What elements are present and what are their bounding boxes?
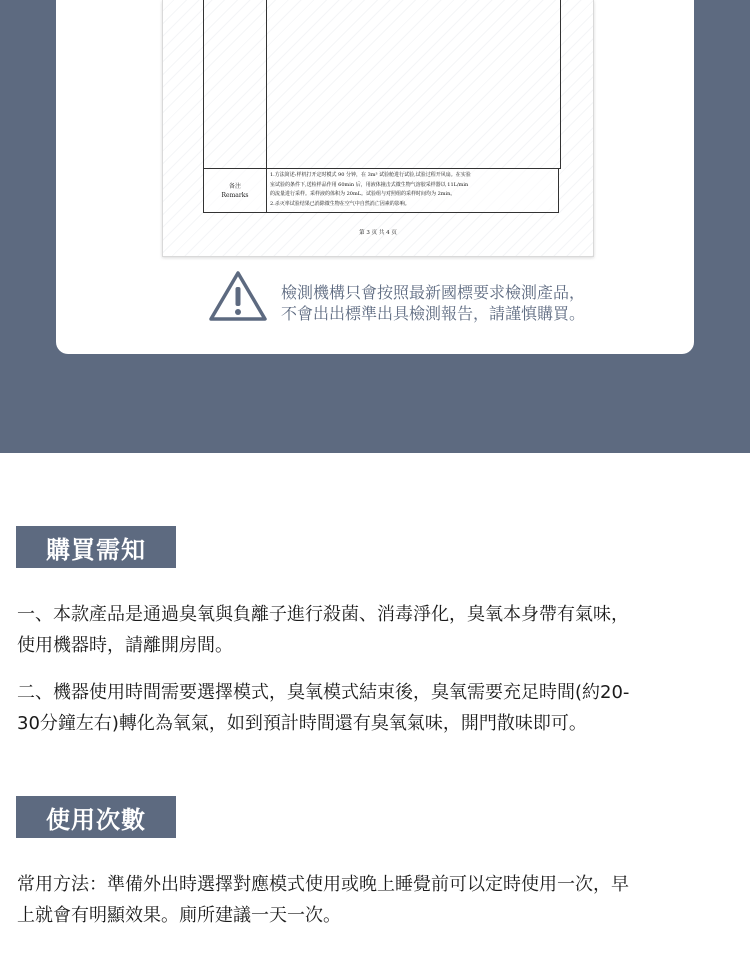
warning-triangle-icon bbox=[208, 270, 268, 326]
warning-line: 不會出出標準出具檢測報告，請謹慎購買。 bbox=[281, 304, 586, 323]
paragraph-line: 常用方法：準備外出時選擇對應模式使用或晚上睡覺前可以定時使用一次，早 bbox=[17, 874, 629, 895]
paragraph-line: 一、本款產品是通過臭氧與負離子進行殺菌、消毒淨化，臭氧本身帶有氣味， bbox=[17, 604, 629, 625]
top-banner bbox=[0, 0, 750, 453]
test-report-image bbox=[162, 0, 594, 257]
usage-note bbox=[17, 869, 737, 931]
warning-notice bbox=[208, 268, 628, 324]
paragraph-line: 使用機器時，請離開房間。 bbox=[17, 635, 233, 656]
remarks-label bbox=[204, 169, 267, 212]
paragraph-line: 二、機器使用時間需要選擇模式，臭氧模式結束後，臭氧需要充足時間(約20- bbox=[17, 682, 630, 703]
paragraph-line: 上就會有明顯效果。廁所建議一天一次。 bbox=[17, 905, 341, 926]
remarks-line: 室试验的条件下,送检样品作用 60min 后，用液体撞击式微生物气溶胶采样器以 11L/min bbox=[270, 181, 469, 188]
section-title-usage-frequency: 使用次數 bbox=[16, 796, 176, 838]
purchase-note-2 bbox=[17, 677, 737, 739]
remarks-row bbox=[203, 168, 559, 213]
report-page-number: 第 3 页 共 4 页 bbox=[359, 230, 397, 236]
paragraph-line: 30分鐘左右)轉化為氧氣，如到預計時間還有臭氧氣味，開門散味即可。 bbox=[17, 713, 587, 734]
warning-line: 檢測機構只會按照最新國標要求檢測產品， bbox=[281, 283, 586, 302]
remarks-line: 1.方法简述:样机打开定时模式 90 分钟，在 3m³ 试验舱进行试验,试验过程开风扇。在实验 bbox=[270, 172, 471, 178]
remarks-line: 2.杀灭率试验结果已消除微生物在空气中自然消亡因素的影响。 bbox=[270, 200, 410, 207]
report-table bbox=[203, 0, 561, 169]
purchase-note-1 bbox=[17, 599, 737, 661]
remarks-label-cn: 备注 bbox=[228, 182, 241, 190]
remarks-text bbox=[270, 171, 556, 209]
remarks-line: 的流量进行采样。采样液的体积为 20mL。试验组与对照组的采样时间均为 2min。 bbox=[270, 191, 456, 197]
table-divider bbox=[266, 0, 267, 168]
section-title-purchase-notes: 購買需知 bbox=[16, 526, 176, 568]
remarks-label-en: Remarks bbox=[221, 191, 249, 199]
warning-text bbox=[281, 282, 585, 324]
report-card bbox=[56, 0, 694, 354]
